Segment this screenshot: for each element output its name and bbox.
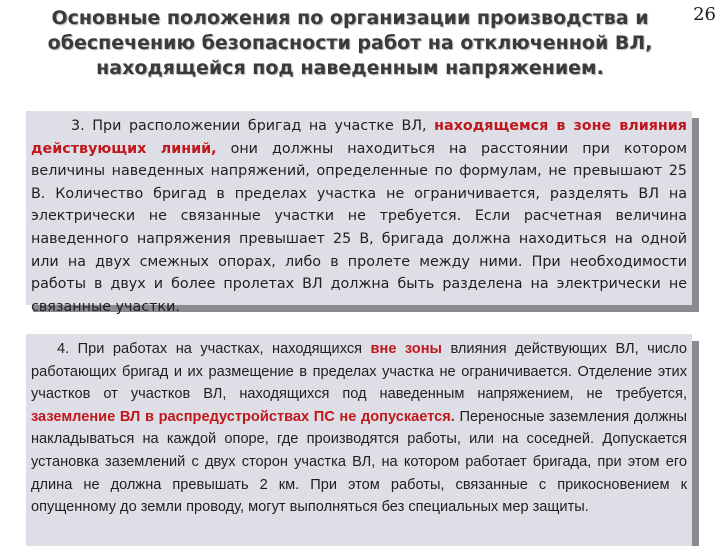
section-4-text-c: Переносные заземления должны накладываться на каждой опоре, где производятся работы, или на соседней. Допускается установка заземлений с двух сторон участка ВЛ, на котором работает бригада, при этом его длина не должна превышать 2 км. При этом работы, связанные с прикосновением к опущенному до земли проводу, могут выполняться без специальных мер защиты. <box>31 408 687 516</box>
slide-title <box>10 6 690 81</box>
section-4-text-a: 4. При работах на участках, находящихся <box>57 341 371 357</box>
title-line-2: обеспечению безопасности работ на отключенной ВЛ, <box>47 32 653 54</box>
section-3-text-b: они должны находиться на расстоянии при котором величины наведенных напряжений, определенные по формулам, не превышают 25 В. Количество бригад в пределах участка не ограничивается, разделять ВЛ на электрически не связанные участки не требуется. Если расчетная величина наведенного напряжения превышает 25 В, бригада должна находиться на одной или на двух смежных опорах, либо в пролете между ними. При необходимости работы в двух и более пролетах ВЛ должна быть разделена на электрически не связанные участки. <box>31 140 687 315</box>
section-3-highlight: находящемся в зоне влияния действующих линий, <box>31 118 687 157</box>
section-4-text-box <box>26 334 692 546</box>
title-line-3: находящейся под наведенным напряжением. <box>96 57 604 79</box>
page-number: 26 <box>693 4 716 25</box>
section-3-text-box <box>26 111 692 315</box>
section-3-text-a: 3. При расположении бригад на участке ВЛ, <box>71 118 435 134</box>
section-4-text-b: влияния действующих ВЛ, число работающих бригад и их размещение в пределах участка не ограничивается. Отделение этих участков от участков ВЛ, находящихся под наведенным напряжением, не требуется, <box>31 341 688 403</box>
title-line-1: Основные положения по организации производства и <box>51 7 649 29</box>
section-4-highlight-zone: вне зоны <box>370 341 443 357</box>
section-4-highlight-grounding: заземление ВЛ в распредустройствах ПС не допускается. <box>31 408 455 425</box>
